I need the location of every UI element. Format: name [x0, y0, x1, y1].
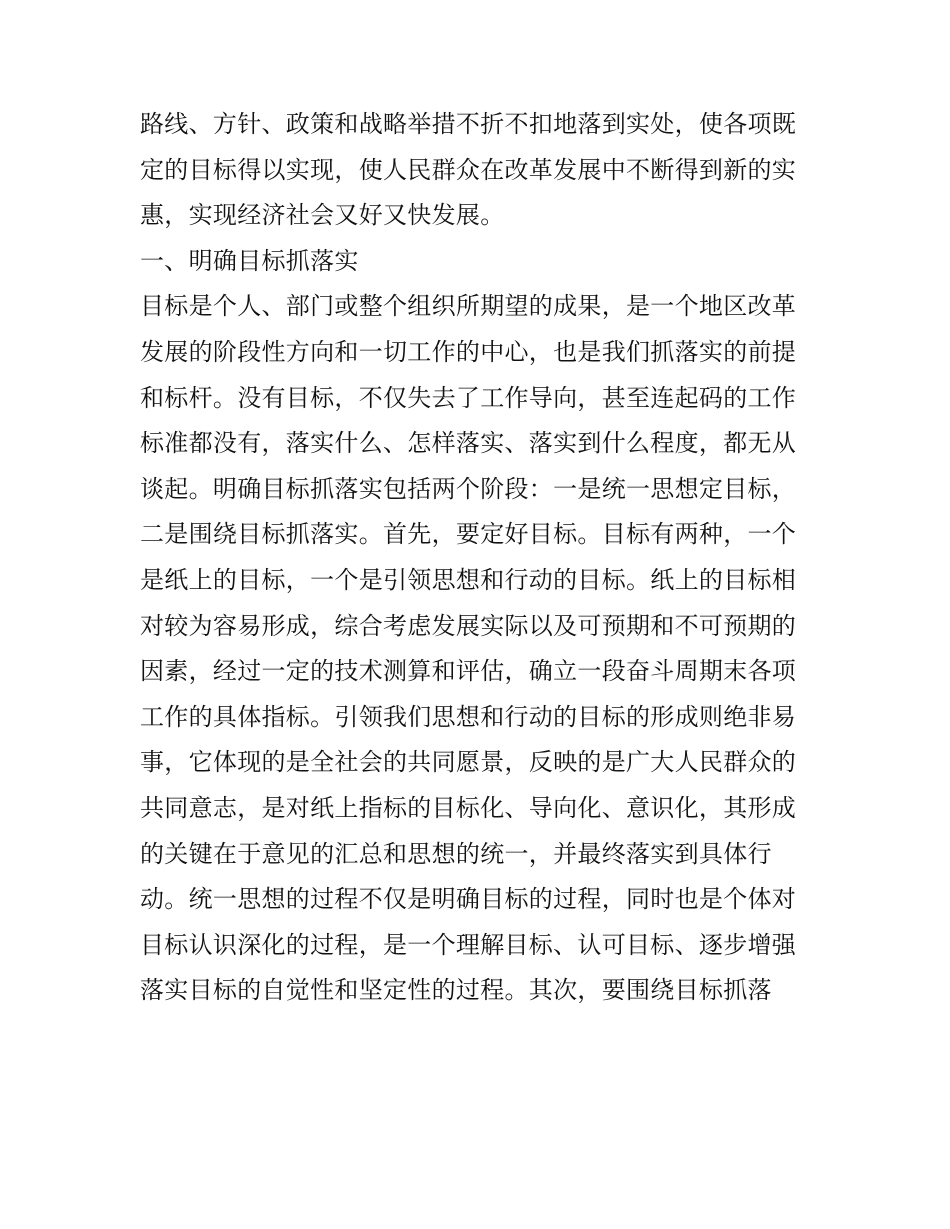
text-line: 共同意志，是对纸上指标的目标化、导向化、意识化，其形成	[140, 793, 797, 822]
text-line: 的关键在于意见的汇总和思想的统一，并最终落实到具体行	[140, 839, 772, 868]
text-line: 工作的具体指标。引领我们思想和行动的目标的形成则绝非易	[140, 702, 797, 731]
text-line: 目标是个人、部门或整个组织所期望的成果，是一个地区改革	[140, 292, 797, 321]
text-line: 谈起。明确目标抓落实包括两个阶段：一是统一思想定目标，	[140, 474, 797, 503]
body-text	[140, 102, 820, 1014]
text-line: 落实目标的自觉性和坚定性的过程。其次，要围绕目标抓落	[140, 976, 772, 1005]
text-line: 定的目标得以实现，使人民群众在改革发展中不断得到新的实	[140, 155, 797, 184]
text-line: 发展的阶段性方向和一切工作的中心，也是我们抓落实的前提	[140, 337, 797, 366]
text-line: 目标认识深化的过程，是一个理解目标、认可目标、逐步增强	[140, 930, 797, 959]
section-heading: 一、明确目标抓落实	[140, 246, 359, 275]
text-line: 因素，经过一定的技术测算和评估，确立一段奋斗周期末各项	[140, 657, 797, 686]
text-line: 路线、方针、政策和战略举措不折不扣地落到实处，使各项既	[140, 110, 797, 138]
text-line: 惠，实现经济社会又好又快发展。	[140, 201, 505, 230]
text-line: 是纸上的目标，一个是引领思想和行动的目标。纸上的目标相	[140, 565, 797, 594]
text-line: 动。统一思想的过程不仅是明确目标的过程，同时也是个体对	[140, 885, 797, 914]
text-line: 事，它体现的是全社会的共同愿景，反映的是广大人民群众的	[140, 748, 797, 777]
text-line: 标准都没有，落实什么、怎样落实、落实到什么程度，都无从	[140, 429, 797, 458]
text-line: 和标杆。没有目标，不仅失去了工作导向，甚至连起码的工作	[140, 383, 797, 412]
text-line: 对较为容易形成，综合考虑发展实际以及可预期和不可预期的	[140, 611, 797, 640]
text-line: 二是围绕目标抓落实。首先，要定好目标。目标有两种，一个	[140, 520, 797, 549]
